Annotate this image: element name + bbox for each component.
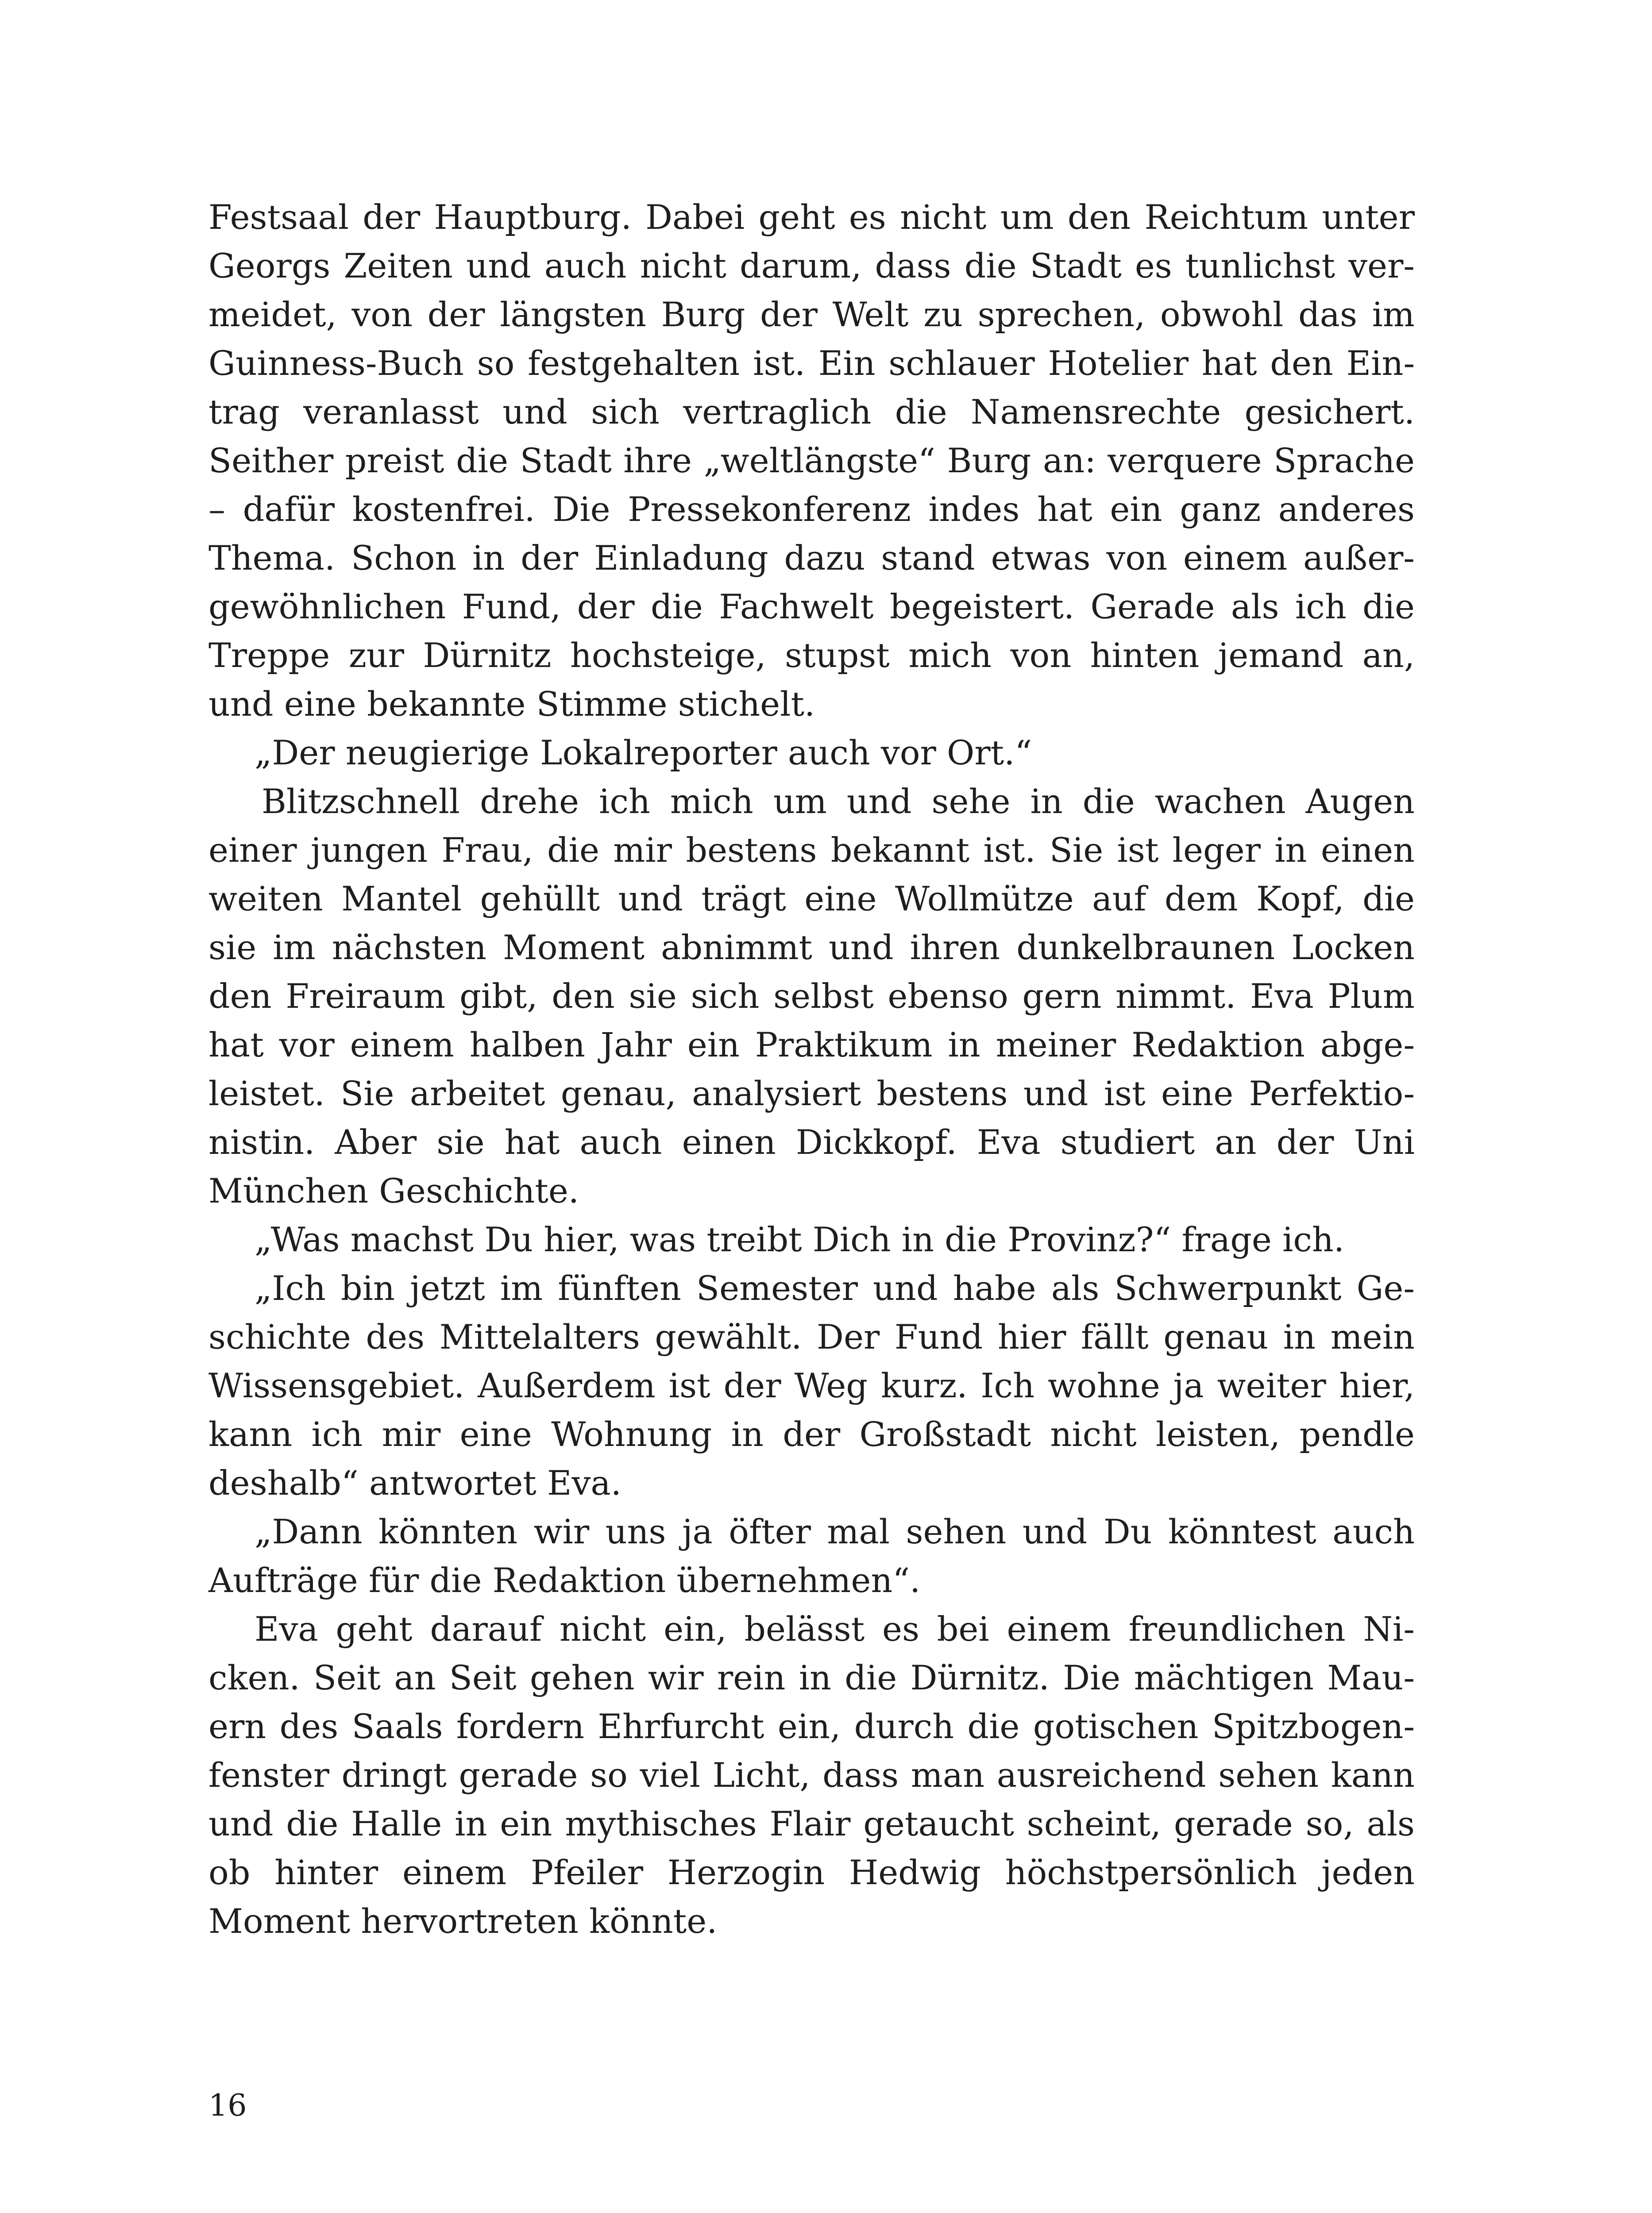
text-line: gewöhnlichen Fund, der die Fachwelt begeistert. Gerade als ich die <box>208 587 1415 626</box>
text-line: cken. Seit an Seit gehen wir rein in die Dürnitz. Die mächtigen Mau- <box>208 1658 1415 1697</box>
text-line: ern des Saals fordern Ehrfurcht ein, durch die gotischen Spitzbogen- <box>208 1707 1415 1746</box>
text-line: Blitzschnell drehe ich mich um und sehe in die wachen Augen <box>262 782 1415 821</box>
page-number: 16 <box>208 2088 247 2123</box>
text-line: kann ich mir eine Wohnung in der Großstadt nicht leisten, pendle <box>208 1415 1415 1454</box>
text-line: Eva geht darauf nicht ein, belässt es bei einem freundlichen Ni- <box>255 1609 1415 1649</box>
text-line: „Der neugierige Lokalreporter auch vor Ort.“ <box>255 733 1032 772</box>
text-line: Wissensgebiet. Außerdem ist der Weg kurz. Ich wohne ja weiter hier, <box>208 1366 1415 1405</box>
text-line: Moment hervortreten könnte. <box>208 1901 718 1941</box>
text-line: den Freiraum gibt, den sie sich selbst ebenso gern nimmt. Eva Plum <box>208 976 1415 1016</box>
text-line: Guinness-Buch so festgehalten ist. Ein schlauer Hotelier hat den Ein- <box>208 343 1415 383</box>
text-line: hat vor einem halben Jahr ein Praktikum in meiner Redaktion abge- <box>208 1025 1415 1064</box>
text-line: einer jungen Frau, die mir bestens bekannt ist. Sie ist leger in einen <box>208 830 1415 870</box>
text-line: Festsaal der Hauptburg. Dabei geht es nicht um den Reichtum unter <box>208 197 1415 237</box>
text-line: weiten Mantel gehüllt und trägt eine Wollmütze auf dem Kopf, die <box>208 879 1415 918</box>
text-line: trag veranlasst und sich vertraglich die Namensrechte gesichert. <box>208 392 1415 432</box>
text-line: Thema. Schon in der Einladung dazu stand etwas von einem außer- <box>208 538 1415 578</box>
text-line: – dafür kostenfrei. Die Pressekonferenz indes hat ein ganz anderes <box>208 490 1415 529</box>
text-line: schichte des Mittelalters gewählt. Der Fund hier fällt genau in mein <box>208 1317 1415 1357</box>
text-line: München Geschichte. <box>208 1171 579 1211</box>
text-line: „Was machst Du hier, was treibt Dich in die Provinz?“ frage ich. <box>255 1220 1344 1259</box>
text-line: sie im nächsten Moment abnimmt und ihren dunkelbraunen Locken <box>208 928 1415 967</box>
text-line: Treppe zur Dürnitz hochsteige, stupst mich von hinten jemand an, <box>208 636 1415 675</box>
text-line: nistin. Aber sie hat auch einen Dickkopf. Eva studiert an der Uni <box>208 1122 1415 1162</box>
text-line: leistet. Sie arbeitet genau, analysiert bestens und ist eine Perfektio- <box>208 1074 1415 1113</box>
text-line: fenster dringt gerade so viel Licht, dass man ausreichend sehen kann <box>208 1755 1415 1795</box>
text-line: meidet, von der längsten Burg der Welt zu sprechen, obwohl das im <box>208 295 1415 334</box>
text-line: „Ich bin jetzt im fünften Semester und habe als Schwerpunkt Ge- <box>255 1268 1415 1308</box>
text-line: und die Halle in ein mythisches Flair getaucht scheint, gerade so, als <box>208 1804 1415 1843</box>
text-line: deshalb“ antwortet Eva. <box>208 1463 621 1503</box>
text-line: Aufträge für die Redaktion übernehmen“. <box>208 1561 921 1600</box>
text-line: ob hinter einem Pfeiler Herzogin Hedwig höchstpersönlich jeden <box>208 1853 1415 1892</box>
text-line: „Dann könnten wir uns ja öfter mal sehen und Du könntest auch <box>255 1512 1415 1551</box>
body-text <box>208 193 1415 1946</box>
text-line: Georgs Zeiten und auch nicht darum, dass die Stadt es tunlichst ver- <box>208 246 1415 285</box>
text-line: Seither preist die Stadt ihre „weltlängste“ Burg an: verquere Sprache <box>208 441 1415 480</box>
text-line: und eine bekannte Stimme stichelt. <box>208 684 815 724</box>
